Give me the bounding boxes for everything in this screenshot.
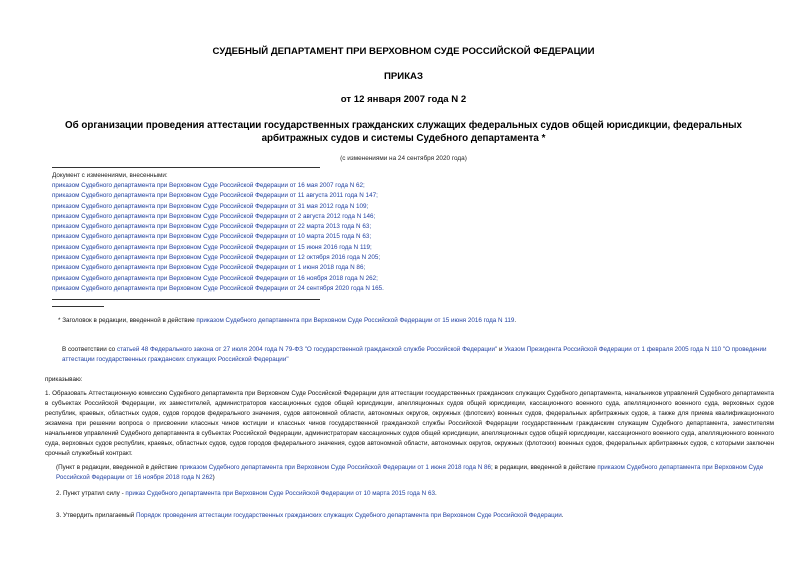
list-item[interactable]: [52, 222, 384, 232]
item-1-note: [56, 463, 774, 483]
amendment-link[interactable]: приказом Судебного департамента при Верховном Суде Российской Федерации от 10 марта 2015 года N 63;: [52, 233, 372, 241]
intro-text: В соответствии со: [62, 346, 117, 353]
item-2-link[interactable]: приказ Судебного департамента при Верховном Суде Российской Федерации от 10 марта 2015 года N 63: [125, 490, 435, 497]
list-item[interactable]: [52, 253, 384, 263]
footnote-suffix: .: [514, 317, 517, 324]
law-link[interactable]: статьей 48 Федерального закона от 27 июля 2004 года N 79-ФЗ "О государственной гражданской службе Российской Федерации": [116, 346, 498, 353]
item-3-paragraph: [56, 511, 774, 521]
list-item[interactable]: [52, 202, 384, 212]
list-item[interactable]: [52, 232, 384, 242]
amendment-link[interactable]: приказом Судебного департамента при Верховном Суде Российской Федерации от 24 сентября 2020 года N 165.: [52, 284, 384, 292]
changes-heading: Документ с изменениями, внесенными:: [52, 172, 168, 179]
item-3-suffix: .: [561, 512, 564, 519]
note-text: ; в редакции, введенной в действие: [491, 464, 598, 471]
note-link[interactable]: приказом Судебного департамента при Верховном Суде Российской Федерации от 1 июня 2018 года N 86: [179, 464, 492, 471]
footnote-link[interactable]: приказом Судебного департамента при Верховном Суде Российской Федерации от 15 июня 2016 года N 119: [196, 317, 515, 324]
item-3-text: 3. Утвердить прилагаемый: [56, 512, 137, 519]
divider: [52, 299, 320, 300]
issuer-heading: СУДЕБНЫЙ ДЕПАРТАМЕНТ ПРИ ВЕРХОВНОМ СУДЕ РОССИЙСКОЙ ФЕДЕРАЦИИ: [212, 46, 595, 57]
list-item[interactable]: [52, 263, 384, 273]
revision-note: (с изменениями на 24 сентября 2020 года): [340, 155, 467, 162]
item-1-paragraph: 1. Образовать Аттестационную комиссию Судебного департамента при Верховном Суде Российской Федерации для аттестации государственных гражданских служащих Судебного департамента, начальников управлений Судебного департамента в субъектах Российской Федерации, их заместителей, администраторов кассационных судов общей юрисдикции, апелляционных судов общей юрисдикции, кассационного военного суда, апелляционного военного суда, верховных судов республик, краевых, областных судов, судов городов федерального значения, судов автономной области, автономных округов, окружных (флотских) военных судов, федеральных арбитражных судов, а также для приема квалификационного экзамена при решении вопроса о присвоении классных чинов юстиции и классных чинов государственной гражданской службы Российской Федерации государственным гражданским служащим Судебного департамента, заместителям начальников управлений Судебного департамента в субъектах Российской Федерации, администраторам кассационных судов общей юрисдикции, апелляционных судов общей юрисдикции, кассационного военного суда, апелляционного военного суда, верховных судов республик, краевых, областных судов, судов городов федерального значения, судов автономной области, автономных округов, окружных (флотских) военных судов, федеральных арбитражных судов, с которыми заключен срочный служебный контракт.: [45, 390, 774, 457]
item-2-paragraph: [56, 489, 774, 499]
amendment-link[interactable]: приказом Судебного департамента при Верховном Суде Российской Федерации от 1 июня 2018 года N 86;: [52, 264, 366, 272]
list-item[interactable]: [52, 274, 384, 284]
amendment-link[interactable]: приказом Судебного департамента при Верховном Суде Российской Федерации от 16 ноября 2018 года N 262;: [52, 274, 378, 282]
note-text: ): [212, 474, 215, 481]
list-item[interactable]: [52, 181, 384, 191]
document-type: ПРИКАЗ: [384, 71, 423, 82]
footnote: [58, 316, 778, 326]
document-date: от 12 января 2007 года N 2: [340, 94, 467, 105]
amendment-link[interactable]: приказом Судебного департамента при Верховном Суде Российской Федерации от 11 августа 2011 года N 147;: [52, 192, 378, 200]
item-2-suffix: .: [435, 490, 437, 497]
list-item[interactable]: [52, 243, 384, 253]
footnote-divider: [52, 306, 104, 307]
decree-link[interactable]: Указом Президента Российской Федерации от 1 февраля 2005 года N 110 "О проведении аттестации государственных гражданских служащих Российской Федерации": [62, 346, 767, 363]
intro-text: и: [497, 346, 505, 353]
item-2-text: 2. Пункт утратил силу -: [56, 490, 126, 497]
changes-list: [52, 181, 384, 294]
procedure-link[interactable]: Порядок проведения аттестации государственных гражданских служащих Судебного департамента при Верховном Суде Российской Федерации: [136, 512, 562, 519]
intro-paragraph: [62, 345, 774, 365]
list-item[interactable]: [52, 191, 384, 201]
amendment-link[interactable]: приказом Судебного департамента при Верховном Суде Российской Федерации от 2 августа 2012 года N 146;: [52, 212, 376, 220]
amendment-link[interactable]: приказом Судебного департамента при Верховном Суде Российской Федерации от 15 июня 2016 года N 119;: [52, 243, 372, 251]
orders-label: приказываю:: [45, 376, 83, 383]
list-item[interactable]: [52, 284, 384, 294]
amendment-link[interactable]: приказом Судебного департамента при Верховном Суде Российской Федерации от 16 мая 2007 года N 62;: [52, 182, 365, 189]
note-link[interactable]: приказом Судебного департамента при Верховном Суде Российской Федерации от 16 ноября 2018 года N 262: [56, 464, 764, 481]
divider: [52, 167, 320, 168]
list-item[interactable]: [52, 212, 384, 222]
amendment-link[interactable]: приказом Судебного департамента при Верховном Суде Российской Федерации от 12 октября 2016 года N 205;: [52, 254, 381, 262]
note-text: (Пункт в редакции, введенной в действие: [56, 464, 180, 471]
amendment-link[interactable]: приказом Судебного департамента при Верховном Суде Российской Федерации от 31 мая 2012 года N 109;: [52, 202, 369, 210]
document-title: Об организации проведения аттестации государственных гражданских служащих федеральных судов общей юрисдикции, федеральных арбитражных судов и системы Судебного департамента *: [65, 120, 742, 144]
footnote-text: * Заголовок в редакции, введенной в действие: [58, 317, 197, 324]
amendment-link[interactable]: приказом Судебного департамента при Верховном Суде Российской Федерации от 22 марта 2013 года N 63;: [52, 223, 372, 231]
